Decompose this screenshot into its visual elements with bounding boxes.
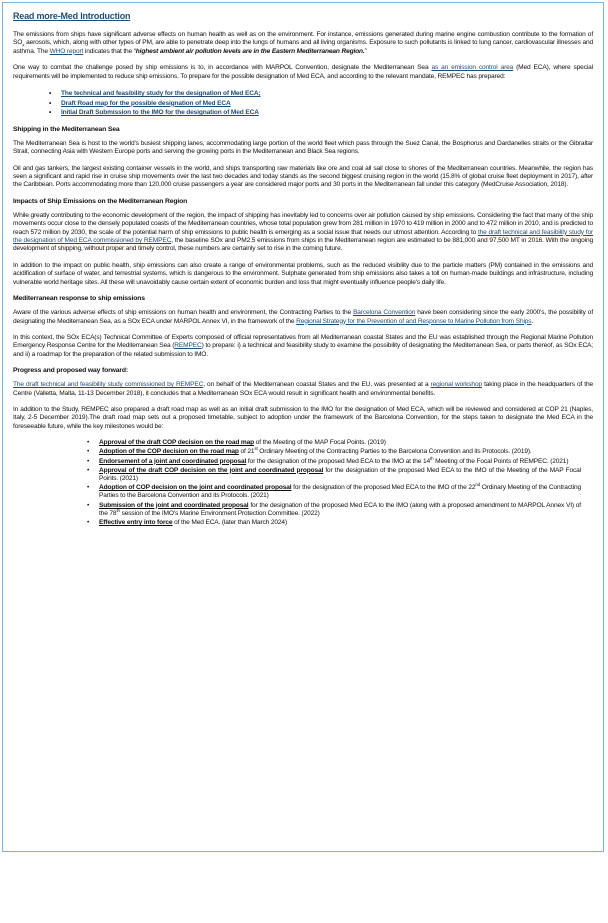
bullet-icon: • xyxy=(87,484,90,492)
section-heading-impacts: Impacts of Ship Emissions on the Mediterranean Region xyxy=(13,197,188,205)
intro-paragraph-1: The emissions from ships have significant adverse effects on human health as well as on the environment. For instance, emissions generated during marine engine combustion contribute to the formation of $SO_x$ aerosols, which, along with other types of PM, are able to penetrate deep into the lungs of humans and all living organisms. Exposure to such pollutants is linked to lung cancer, cardiovascular illnesses and asthma. The WHO report indicates that the “highest ambient air pollution levels are in the Eastern Mediterranean Region.” xyxy=(13,31,593,55)
emission-control-area-link[interactable]: as an emission control area xyxy=(431,64,514,72)
list-item-study-link[interactable]: • The technical and feasibility study for the designation of Med ECA; xyxy=(49,90,261,98)
progress-paragraph-1: The draft technical and feasibility study commissioned by REMPEC, on behalf of the Mediterranean coastal States and the EU, was presented at a regional workshop taking place in the headquarters of the Centre (Valletta, Malta, 11-13 December 2018), it concludes that a Mediterranean SOx ECA would result in significant health and environmental benefits. xyxy=(13,381,593,397)
section-heading-response: Mediterranean response to ship emissions xyxy=(13,295,145,303)
regional-strategy-link[interactable]: Regional Strategy for the Prevention of and Response to Marine Pollution from Ships xyxy=(296,317,532,325)
bullet-icon: • xyxy=(87,439,90,447)
list-item: • Endorsement of a joint and coordinated proposal for the designation of the proposed Med ECA to the IMO at the 14th Meeting of the Focal Points of REMPEC. (2021) xyxy=(87,455,569,465)
bullet-icon: • xyxy=(49,90,52,98)
prepared-documents-list xyxy=(13,89,593,118)
shipping-paragraph-1: The Mediterranean Sea is host to the world's busiest shipping lanes, accommodating large portion of the world fleet which pass through the Suez Canal, the Bosphorus and Dardanelles straits or the Gibraltar Strait, connecting Asia with Western Europe ports and serving the growing ports in the Mediterranean and Black Sea regions. xyxy=(13,139,593,156)
who-report-link[interactable]: WHO report xyxy=(49,47,84,55)
shipping-paragraph-2: Oil and gas tankers, the largest existing container vessels in the world, and ships transporting raw materials like ore and coal all sail close to shores of the Mediterranean countries. Meanwhile, the region has seen a significant and rapid rise in cruise ship movements over the last two decades and today stands as the second biggest cruising region in the world (15.8% of global cruise fleet deployment in 2017), after the Caribbean. Ports accommodating more than 120,000 cruise passengers a year are considered major ports and 30 ports in the Mediterranean fall under this category (MedCruise Association, 2018). xyxy=(13,164,593,189)
feasibility-study-link[interactable]: the draft technical and feasibility study for the designation of Med ECA commissioned by REMPEC xyxy=(13,228,594,245)
list-item-submission-link[interactable]: • Initial Draft Submission to the IMO for the designation of Med ECA xyxy=(49,109,259,117)
list-item: • Adoption of the COP decision on the road map of 21st Ordinary Meeting of the Contracting Parties to the Barcelona Convention and its Protocols. (2019). xyxy=(87,446,532,456)
bullet-icon: • xyxy=(49,99,52,107)
bullet-icon: • xyxy=(87,518,90,526)
list-item: • Approval of the draft COP decision on the road map of the Meeting of the MAP Focal Points. (2019) xyxy=(87,439,386,447)
intro-paragraph-2: One way to combat the challenge posed by ship emissions is to, in accordance with MARPOL Convention, designate the Mediterranean Sea as an emission control area (Med ECA), where special requirements will be implemented to reduce ship emissions. To prepare for the possible designation of Med ECA, and according to the relevant mandate, REMPEC has prepared: xyxy=(13,64,593,80)
section-heading-shipping: Shipping in the Mediterranean Sea xyxy=(13,125,120,133)
list-item: • Effective entry into force of the Med ECA. (later than March 2024) xyxy=(87,518,287,526)
rempec-link[interactable]: REMPEC xyxy=(174,342,202,350)
list-item: • Submission of the joint and coordinated proposal for the designation of the proposed Med ECA to the IMO (along with a proposed amendment to MARPOL Annex VI) of the 78th session of the IMO's Marine Environment Protection Committee. (2022) xyxy=(87,501,581,517)
list-item-roadmap-link[interactable]: • Draft Road map for the possible designation of Med ECA xyxy=(49,99,231,107)
section-heading-progress: Progress and proposed way forward: xyxy=(13,367,129,375)
page-title[interactable]: Read more-Med Introduction xyxy=(13,11,131,21)
barcelona-convention-link[interactable]: Barcelona Convention xyxy=(353,309,416,317)
impacts-paragraph-1: While greatly contributing to the economic development of the region, the impact of shipping has inevitably led to concerns over air pollution caused by ship emissions. Considering the fact that many of the ship movements occur close to the densely populated coasts of the Mediterranean countries, whose total population grew from 281 million in 1970 to 419 million in 2000 and to 472 million in 2010, and is predicted to reach 572 million by 2030, the scale of the potential harm of ship emissions to public health is emerging as a social issue that needs our utmost attention. According to the draft technical and feasibility study for the designation of Med ECA commissioned by REMPEC, the baseline SOx and PM2.5 emissions from ships in the Mediterranean region are estimated to be 881,000 and 97,500 MT in 2016. With the ongoing development of shipping, without proper and timely control, these numbers are certainly set to rise in the coming future. xyxy=(13,211,594,253)
list-item: • Approval of the draft COP decision on the joint and coordinated proposal for the designation of the proposed Med ECA to the IMO of the Meeting of the MAP Focal Points. (2021) xyxy=(87,466,581,482)
response-paragraph-2: In this context, the SOx ECA(s) Technical Committee of Experts composed of official representatives from all Mediterranean coastal States and the EU was established through the Regional Marine Pollution Emergency Response Centre for the Mediterranean Sea (REMPEC) to prepare: i) a technical and feasibility study to examine the possibility of designating the Mediterranean Sea, or parts thereof, as SOx ECA; and ii) a roadmap for the preparation of the related submission to IMO. xyxy=(13,333,593,358)
article-frame xyxy=(2,2,604,852)
list-item: • Adoption of COP decision on the joint and coordinated proposal for the designation of the proposed Med ECA to the IMO of the 22nd Ordinary Meeting of the Contracting Parties to the Barcelona Convention and its Protocols. (2021) xyxy=(87,481,581,500)
milestones-list xyxy=(13,439,593,527)
bullet-icon: • xyxy=(87,466,90,474)
bullet-icon: • xyxy=(49,109,52,117)
bullet-icon: • xyxy=(87,501,90,509)
bullet-icon: • xyxy=(87,448,90,456)
regional-workshop-link[interactable]: regional workshop xyxy=(430,381,482,389)
draft-study-link[interactable]: The draft technical and feasibility study commissioned by REMPEC xyxy=(13,381,204,389)
progress-paragraph-2: In addition to the Study, REMPEC also prepared a draft road map as well as an initial draft submission to the IMO for the designation of Med ECA, which will be reviewed and considered at COP 21 (Naples, Italy, 2-5 December 2019).The draft road map sets out a proposed timetable, subject to adoption under the framework of the Barcelona Convention, for the steps taken to designate the Med ECA in the foreseeable future, while the key milestones would be: xyxy=(13,405,593,430)
impacts-paragraph-2: In addition to the impact on public health, ship emissions can also create a range of environmental problems, such as the reduced visibility due to the particle matters (PM) contained in the emissions and acidification of surface of water, and terrestrial systems, which is dangerous to the environment. Sulphate generated from ship emissions also takes a toll on human-made buildings and infrastructure, including vulnerable world heritage sites. All these will unavoidably cause certain extent of economic burden and loss that might eventually influence people's daily life. xyxy=(13,261,593,286)
bullet-icon: • xyxy=(87,457,90,465)
response-paragraph-1: Aware of the various adverse effects of ship emissions on human health and environment, the Contracting Parties to the Barcelona Convention have been considering since the early 2000's, the possibility of designating the Mediterranean Sea, as a SOx ECA under MARPOL Annex VI, in the framework of the Regional Strategy for the Prevention of and Response to Marine Pollution from Ships. xyxy=(13,309,593,325)
